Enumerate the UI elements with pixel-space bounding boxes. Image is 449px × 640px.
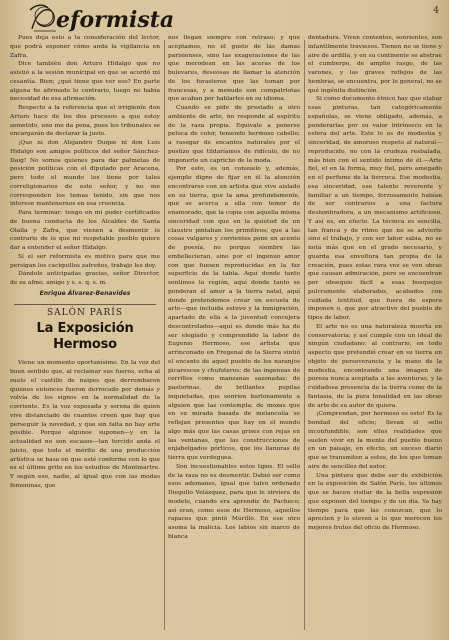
paragraph: ¡Que ni don Alejandro Duque ni don Luis Hidalgo son amigos políticos del señor Sánchez-Daig! No somos quienes para dar palmetas de posición políticas con el diputado por Aracena, pero todo el mundo los tiene por tales correligionarios de este señor, y no me corresponden los temas tenido, sin que nos interese mantenernos en esa creencia. (10, 140, 160, 208)
section-separator (14, 304, 156, 305)
paragraph: dentadura. Viven contentos, sonrientes, son infantilmente traviesos. Tienen no se tiene y aire de ardilla, y en su continente se abstrae el cumberpo, de amplio rasgo, de las varones, y las graves reflejos de las hembras, se encuentra, por lo general, no se qué ingénita distinción. (308, 35, 442, 94)
paragraph: ¡Comprendan, por hermoso es esto! Es la bondad del oficio; llevan el sello inconfundible, son ellos realidades que suelen vivir en la mente del pueblo bueno en un paisaje, en efecto, un suceso diario que se transmiten a estos, de los que toman aire de sencillez del autor. (308, 411, 442, 470)
page-number: 4 (433, 6, 439, 16)
paragraph: Respecto a la referencia que el irrigiente don Arturo hace de los dos procesos a que estoy sometido, uno me da pena, pues los tribunales se encargarán de declarar la justo. (10, 105, 160, 138)
article-headline: La Exposición Hermoso (36, 321, 134, 353)
column-2 (168, 34, 300, 634)
column-3 (308, 34, 442, 634)
column-1 (10, 34, 160, 634)
paragraph: nos llegan siempre con retraso; y que aceptamos, no el gusto de las damas parisienses, sino las exageraciones de las que merodean en las aceras de los bulevares, deseosas de llamar la atención de los forasteros que las toman por francesas, y a menudo son compatriotas que acaban por hablarles en su idioma. (168, 35, 300, 103)
reformista-logo (28, 2, 178, 34)
paragraph: Dice también don Arturo Hidalgo que no asistió a la sesión municipal en que se acordó mi cesantía. Bien; ¿qué tiene que ver eso? En parte alguna he afirmado lo contrario, luego no había necesidad de esa afirmación. (10, 61, 160, 103)
column-divider (164, 40, 165, 630)
section-title: SALÓN PARÍS (47, 307, 123, 318)
paragraph: Pues deja esto a la consideración del lector, que podrá exponer cómo anda la vigilancia en Zafra. (10, 35, 160, 59)
paragraph: Dándole anticipadas gracias, señor Director, de su afmo. amigo y s. s. q. s. m. (10, 271, 160, 286)
letter-signature: Enrique Álvarez-Benavides (39, 289, 131, 297)
paragraph: Viene un momento oportunísimo. En la voz del buen sentido que, al reclamar sus fueros, echa al suelo el castillo de naipes que derrumbaron quienes entonces fueron derrocado por demás y volvía de los signos en la normalidad de la corriente. Es la voz exposada y serena de quien vive distanciado de cuantos creen que hay que perseguir la novedad, y que sin falta no hay arte posible. Porque algunos suponen—y en la actualidad no son escasos—tan torcido anda el juicio, que todo el mérito de una producción artística se basa en que esté conforme con lo que es el último grito en los estudios de Montmartre. Y según eso, nadie, al igual que con las modas femeninas, que (10, 360, 160, 489)
paragraph: Son incuestionables estos tipos. El sello de la raza no es desmentir. Dabió ser como esos ademanes, igual que talvo ordenado Diegullo Velázquez, para que le sirviera de modelo, cuando era aprendiz de Pacheco; así eran, como esos de Hermoso, aquellos rapaces que pintó Murillo. En ese otro asoma la malicia. Los labios sin marco de blanca (168, 463, 300, 540)
paragraph: Si el ser reformista es motivo para que me persigan los caciquillos zafreños, trabajo les doy. (10, 253, 160, 269)
paragraph: Cuando se pide de prestado a otro ambiente de arte, no responde al espíritu de la raza propia. Equivale a ponerse peluca de color, teniendo hermoso cabello; a rasegar de encantos naturales por el postizo que tildaríamos de ridículo, de no imponerlo un capricho de la moda. (168, 105, 300, 164)
column-divider (304, 40, 305, 630)
paragraph: Si como documento étnico hay que elabar esas pinturas, tan categóricamente españolas, se viene obligado, además, a ponderarlas por su valor intrínseco en la esfera del arte. Este lo es de modestia y sinceridad, de amoroso respeto al natural—reproducido, no con la crudeza resbalada, más bien con el sentido íntimo de él.—Arte fiel, el en la forma, muy fiel, pero amegado en el perfume de la tierruca. Ese modestia, esa sinceridad, ese talento reverente y familiar a un tiempo, forzosamente habían de ser contrarios a una factura deslumbradora, a un mecanismo artificioso. Y así es, en efecto. La técnica es sencilla, tan franca y de ritmo que no se advierte sino el trabajo, y con ser labor sabia, no se nota más que en el grado necesario, y guarda esa envoltura tan propia de la creación, pues estas rara vez se ven obras que causan admiración, pero se encuentran por obsequio fácil a esas bosquejos pulcramente elaborados, acabados con cuidada lentitud, que fuera de espera imponen o, que por atractivo del pueblo de tipos de labor. (308, 96, 442, 321)
paragraph: Una pintura que debe ser de exhibición en la exposición de Salón París, los últimos que se hacen visitar de la bella expresión que exponen del tiempo y de un día. Ya hay tiempo para que las conozcan, que lo aprecien y lo eleven a lo que merecen los mejores frutos del oficio de Hermoso. (308, 472, 442, 531)
svg-text:eformista: eformista (56, 7, 175, 33)
paragraph: Para terminar: tengo en mi poder certificados de buena conducta de los Alcaldes de Santa Olalla y Zafra, que vienen a desmentir lo contrario de lo que mi respetable pueblo quiere dar a entender el señor Hidalgo. (10, 210, 160, 251)
paragraph: El arte no es una naturaleza muerta en conservatoria; y así cumple con un ideal de ningún ciudadano: al contrario, en todo aspecto que pretendió crear en su tierra un objeto de perseverancia y la mano de la modestia, encontrando una imagen de pureza nunca aceptada a las aventuras, y la cuidadosa presencia de la tierra como de la fantasía, de la pura tonalidad en las obras de arte de su autor de quiera. (308, 323, 442, 409)
masthead (0, 0, 449, 36)
paragraph: Por esto, es un consuelo y, además, ejemplo digno de fijar en él la atención encontrarse con un artista que vive aislado en su tierra, que la ama profundamente, que se acerca a ella con temor de enamorado, que la copia con aquella misma sinceridad con que en la quietud de un claustro pintaban los primitivos; que a las cosas vulgares y corrientes pone un acento de poesía, no porque siembre las embellecieran, sino por el ingenuo amor con que fuesen reproducidas en la faz superficie de la tabla. Aquí donde tanto sentimos la región, aquí donde tanto se ponderan el amor a la tierra natal, aquí donde pretendemos crear un escuela de arte—que incluida estuvo y la inmigración, apartado de ella a la juventud concejera descontrolados—aquí es donde más ha de ser elogiado y comprendido la labor de Eugenio Hermoso, ese artista que arrinconado en Fregenal de la Sierra sintió el encanto de aquel pueblo de los naranjos picarescos y chufoteros; de las ingenuas de cerrillos como manzanas sazonadas; de pastorinas, de brillantes pupilas inquietadas, que sonrien burlonamente a alguien que las contempla; de mozas que en su mirada basada de melancolía se reflejan presentes que hay en el mundo algo más que las casas grises con rejas en las ventanas, que las construcciones de enjabelgados pórticos, que los llanuras de tierra que verdeguea. (168, 166, 300, 461)
